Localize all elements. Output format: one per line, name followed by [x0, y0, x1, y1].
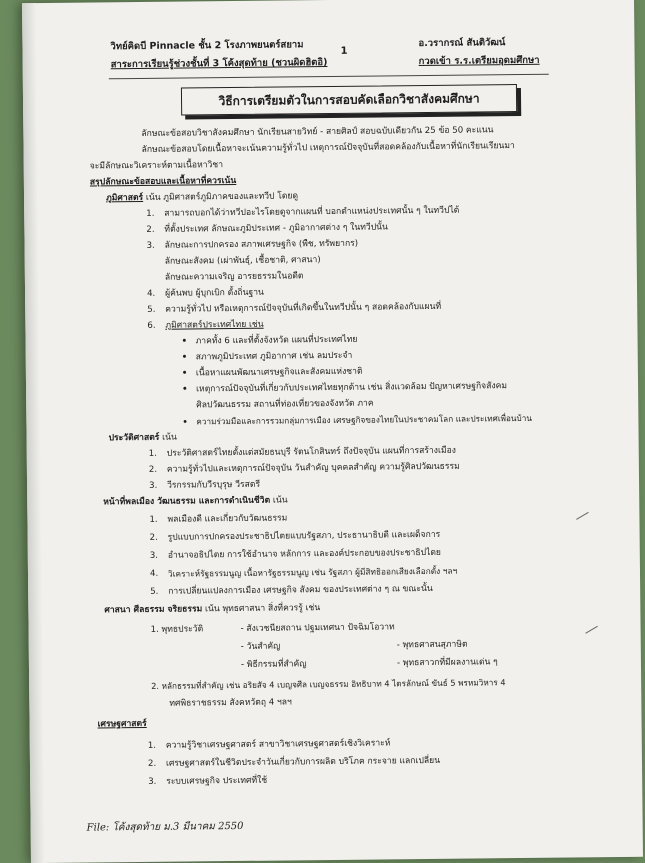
geo-bullet-3: • เนื้อหาแผนพัฒนาเศรษฐกิจและสังคมแห่งชาติ	[196, 366, 363, 380]
civ-item-1-num: 1.	[149, 514, 158, 525]
geo-item-6-num: 6.	[147, 320, 156, 331]
civ-item-3-text: อำนาจอธิปไตย การใช้อำนาจ หลักการ และองค์ประกอบของประชาธิปไตย	[167, 547, 442, 561]
geography-heading-line	[106, 190, 298, 204]
geography-heading-rest: เน้น ภูมิศาสตร์ภูมิภาคของและทวีป โดยดู	[143, 191, 299, 203]
geo-item-4-text: ผู้ค้นพบ ผู้บุกเบิก ตั้งถิ่นฐาน	[165, 287, 264, 299]
page-edge-shadow	[22, 3, 45, 863]
geo-bullet-4: • เหตุการณ์ปัจจุบันที่เกี่ยวกับประเทศไทยทุกด้าน เช่น สิ่งแวดล้อม ปัญหาเศรษฐกิจสังคม	[196, 380, 507, 395]
rel-item-2-line1: 2. หลักธรรมที่สำคัญ เช่น อริยสัจ 4 เบญจศีล เบญจธรรม อิทธิบาท 4 ไตรลักษณ์ ขันธ์ 5 พรหมวิหาร 4	[151, 677, 506, 691]
header-right	[418, 34, 539, 71]
footer-file-note: File: โค้งสุดท้าย ม.3 มีนาคม 2550	[86, 820, 244, 834]
header-left	[110, 36, 327, 74]
hist-item-3-text: วีรกรรมกับวีรบุรุษ วีรสตรี	[167, 479, 261, 491]
geo-item-3-text: ลักษณะการปกครอง สภาพเศรษฐกิจ (พืช, ทรัพยากร)	[164, 238, 359, 251]
header-rule	[109, 74, 549, 80]
history-heading-rest: เน้น	[159, 432, 177, 443]
eco-item-3-text: ระบบเศรษฐกิจ ประเทศที่ใช้	[166, 775, 268, 787]
page-title: วิธีการเตรียมตัวในการสอบคัดเลือกวิชาสังคมศึกษา	[181, 84, 517, 116]
geo-item-3c-text: ลักษณะความเจริญ อารยธรรมในอดีต	[164, 271, 304, 283]
hist-item-3-num: 3.	[149, 480, 158, 491]
header-right-line1: อ.วรากรณ์ สันติวัฒน์	[418, 37, 506, 50]
geo-item-3b-text: ลักษณะสังคม (เผ่าพันธุ์, เชื้อชาติ, ศาสนา)	[164, 255, 321, 267]
geography-heading: ภูมิศาสตร์	[106, 192, 144, 204]
geo-item-3-num: 3.	[146, 240, 155, 251]
religion-heading: ศาสนา ศีลธรรม จริยธรรม	[104, 604, 203, 616]
rel-item-2-line2: ทศพิธราชธรรม สังคหวัตถุ 4 ฯลฯ	[169, 697, 292, 709]
civics-heading: หน้าที่พลเมือง วัฒนธรรม และการดำเนินชีวิต	[103, 495, 271, 508]
header-left-line1: วิทย์คิดบี Pinnacle ชั้น 2 โรงภาพยนตร์สยาม	[110, 39, 304, 53]
eco-item-1-text: ความรู้วิชาเศรษฐศาสตร์ สาขาวิชาเศรษฐศาสตร์เชิงวิเคราะห์	[165, 738, 391, 751]
geo-item-1-num: 1.	[146, 208, 155, 219]
civ-item-2-text: รูปแบบการปกครองประชาธิปไตยแบบรัฐสภา, ประธานาธิบดี และเผด็จการ	[167, 529, 441, 543]
civ-item-5-text: การเปลี่ยนแปลงการเมือง เศรษฐกิจ สังคม ของประเทศต่าง ๆ ณ ขณะนั้น	[168, 583, 433, 597]
rel-item-1-col2-a: - พุทธศาสนสุภาษิต	[396, 639, 468, 651]
geo-bullet-5: • ความร่วมมือและการรวมกลุ่มการเมือง เศรษฐกิจของไทยในประชาคมโลก และประเทศเพื่อนบ้าน	[196, 412, 532, 428]
geo-item-1-text: สามารถบอกได้ว่าทวีปอะไรโดยดูจากแผนที่ บอกตำแหน่งประเทศนั้น ๆ ในทวีปได้	[164, 205, 460, 219]
intro-line-1: ลักษณะข้อสอบวิชาสังคมศึกษา นักเรียนสายวิทย์ - สายศิลป์ สอบฉบับเดียวกัน 25 ข้อ 50 คะแนน	[141, 125, 494, 139]
header-left-line2: สาระการเรียนรู้ช่วงชั้นที่ 3 โค้งสุดท้าย (ชวนผิดฮิตอิ)	[110, 57, 328, 71]
intro-line-2: ลักษณะข้อสอบโดยเนื้อหาจะเน้นความรู้ทั่วไป เหตุการณ์ปัจจุบันที่สอดคล้องกับเนื้อหาที่นักเรียนเรียนมา	[141, 141, 515, 155]
rel-item-1-col1-b: - วันสำคัญ	[240, 641, 281, 652]
geo-bullet-1: • ภาคทั้ง 6 และที่ตั้งจังหวัด แผนที่ประเทศไทย	[196, 334, 358, 348]
page-number: 1	[340, 45, 348, 57]
geo-item-2-num: 2.	[146, 224, 155, 235]
religion-heading-line	[104, 602, 320, 616]
hist-item-2-num: 2.	[148, 464, 158, 475]
header-right-line2: กวดเข้า ร.ร.เตรียมอุดมศึกษา	[418, 54, 540, 68]
geo-bullet-4-cont: ศิลปวัฒนธรรม สถานที่ท่องเที่ยวของจังหวัด ภาค	[196, 398, 374, 411]
hist-item-1-num: 1.	[148, 448, 157, 459]
civics-heading-rest: เน้น	[270, 495, 288, 506]
summary-heading: สรุปลักษณะข้อสอบและเนื้อหาที่ควรเน้น	[89, 175, 237, 188]
pencil-mark	[585, 626, 598, 634]
geo-item-4-num: 4.	[147, 288, 156, 299]
eco-item-3-num: 3.	[148, 776, 157, 787]
geo-bullet-2: • สภาพภูมิประเทศ ภูมิอากาศ เช่น ลมประจำ	[196, 350, 353, 364]
economics-heading: เศรษฐศาสตร์	[97, 718, 147, 730]
civ-item-4-num: 4.	[149, 568, 159, 579]
rel-item-1-col1-c: - พิธีกรรมที่สำคัญ	[240, 659, 307, 670]
geo-item-5-text: ความรู้ทั่วไป หรือเหตุการณ์ปัจจุบันที่เกิดขึ้นในทวีปนั้น ๆ สอดคล้องกับแผนที่	[165, 301, 442, 315]
eco-item-2-text: เศรษฐศาสตร์ในชีวิตประจำวันเกี่ยวกับการผลิต บริโภค กระจาย แลกเปลี่ยน	[165, 755, 441, 769]
history-heading-line	[109, 432, 177, 445]
civ-item-3-num: 3.	[149, 550, 159, 561]
eco-item-2-num: 2.	[147, 758, 157, 769]
rel-item-1-col1-a: - สังเวชนียสถาน ปฐมเทศนา ปัจฉิมโอวาท	[240, 622, 395, 634]
hist-item-1-text: ประวัติศาสตร์ไทยตั้งแต่สมัยธนบุรี รัตนโกสินทร์ ถึงปัจจุบัน แผนที่การสร้างเมือง	[166, 445, 456, 459]
civ-item-2-num: 2.	[149, 532, 158, 543]
intro-line-3: จะมีลักษณะวิเคราะห์ตามเนื้อหาวิชา	[89, 160, 224, 172]
civ-item-1-text: พลเมืองดี และเกี่ยวกับวัฒนธรรม	[167, 513, 288, 525]
geo-item-2-text: ที่ตั้งประเทศ ลักษณะภูมิประเทศ - ภูมิอากาศต่าง ๆ ในทวีปนั้น	[164, 222, 388, 235]
religion-heading-rest: เน้น พุทธศาสนา สิ่งที่ควรรู้ เช่น	[202, 603, 321, 615]
eco-item-1-num: 1.	[147, 740, 157, 751]
civics-heading-line	[103, 494, 287, 508]
rel-item-1-col2-b: - พุทธสาวกที่มีผลงานเด่น ๆ	[396, 657, 498, 669]
civ-item-5-num: 5.	[150, 586, 159, 597]
pencil-mark	[576, 512, 589, 520]
document-page	[22, 0, 643, 863]
rel-item-1-label: 1. พุทธประวัติ	[150, 624, 204, 635]
hist-item-2-text: ความรู้ทั่วไปและเหตุการณ์ปัจจุบัน วันสำคัญ บุคคลสำคัญ ความรู้ศิลปวัฒนธรรม	[166, 461, 460, 475]
history-heading: ประวัติศาสตร์	[108, 432, 160, 444]
geo-item-6-text: ภูมิศาสตร์ประเทศไทย เช่น	[165, 319, 264, 331]
geo-item-5-num: 5.	[147, 304, 156, 315]
civ-item-4-text: วิเคราะห์รัฐธรรมนูญ เนื้อหารัฐธรรมนูญ เช่น รัฐสภา ผู้มีสิทธิออกเสียงเลือกตั้ง ฯลฯ	[167, 565, 458, 579]
